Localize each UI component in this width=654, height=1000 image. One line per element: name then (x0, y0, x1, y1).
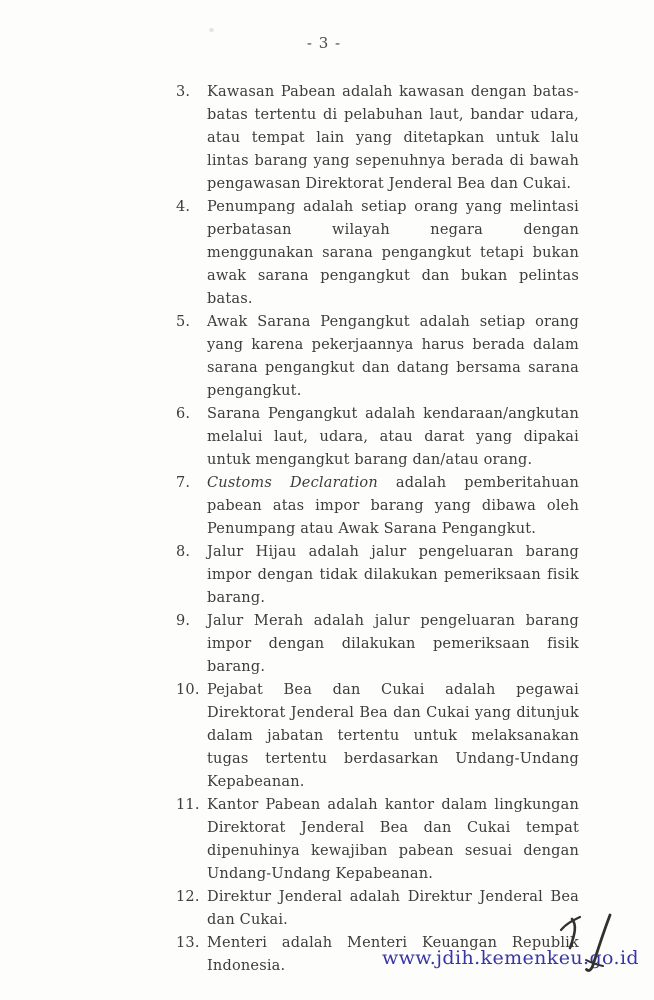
list-item-text: Sarana Pengangkut adalah kendaraan/angkutan melalui laut, udara, atau darat yang dipakai untuk mengangkut barang dan/atau orang. (207, 406, 579, 468)
list-item-text: Direktur Jenderal adalah Direktur Jenderal Bea dan Cukai. (207, 889, 579, 928)
handwritten-initials-mark (545, 903, 641, 991)
list-item-text: Penumpang adalah setiap orang yang melintasi perbatasan wilayah negara dengan menggunakan sarana pengangkut tetapi bukan awak sarana pengangkut dan bukan pelintas batas. (207, 199, 579, 307)
page-number: - 3 - (306, 34, 342, 52)
list-item (176, 196, 579, 311)
list-item (176, 541, 579, 610)
list-item (176, 81, 579, 196)
list-item-number: 13. (176, 935, 200, 951)
list-item-text: Jalur Hijau adalah jalur pengeluaran barang impor dengan tidak dilakukan pemeriksaan fisik barang. (207, 544, 579, 606)
list-item-text: Customs Declaration adalah pemberitahuan pabean atas impor barang yang dibawa oleh Penumpang atau Awak Sarana Pengangkut. (207, 475, 579, 537)
list-item-number: 3. (176, 84, 191, 100)
footer-url: www.jdih.kemenkeu.go.id (381, 947, 639, 969)
list-item-text: Jalur Merah adalah jalur pengeluaran barang impor dengan dilakukan pemeriksaan fisik barang. (207, 613, 579, 675)
list-item (176, 679, 579, 794)
list-item-number: 7. (176, 475, 191, 491)
list-item (176, 472, 579, 541)
list-item-number: 11. (176, 797, 200, 813)
list-item (176, 311, 579, 403)
list-item-number: 4. (176, 199, 191, 215)
list-item-text: Kawasan Pabean adalah kawasan dengan batas-batas tertentu di pelabuhan laut, bandar udara, atau tempat lain yang ditetapkan untuk lalu lintas barang yang sepenuhnya berada di bawah pengawasan Direktorat Jenderal Bea dan Cukai. (207, 84, 579, 192)
list-item-text: Awak Sarana Pengangkut adalah setiap orang yang karena pekerjaannya harus berada dalam sarana pengangkut dan datang bersama sarana pengangkut. (207, 314, 579, 399)
list-item-number: 6. (176, 406, 191, 422)
list-item (176, 610, 579, 679)
list-item-number: 5. (176, 314, 191, 330)
list-item-number: 9. (176, 613, 191, 629)
scan-artifact (209, 28, 214, 32)
list-item-number: 10. (176, 682, 200, 698)
list-item-text: Pejabat Bea dan Cukai adalah pegawai Direktorat Jenderal Bea dan Cukai yang ditunjuk dalam jabatan tertentu untuk melaksanakan tugas tertentu berdasarkan Undang-Undang Kepabeanan. (207, 682, 579, 790)
definitions-list (176, 81, 579, 978)
list-item (176, 794, 579, 886)
list-item (176, 403, 579, 472)
list-item-text: Kantor Pabean adalah kantor dalam lingkungan Direktorat Jenderal Bea dan Cukai tempat dipenuhinya kewajiban pabean sesuai dengan Undang-Undang Kepabeanan. (207, 797, 579, 882)
list-item-number: 8. (176, 544, 191, 560)
list-item (176, 886, 579, 932)
list-item-text: Menteri adalah Menteri Keuangan Republik Indonesia. (207, 935, 579, 974)
list-item-number: 12. (176, 889, 200, 905)
